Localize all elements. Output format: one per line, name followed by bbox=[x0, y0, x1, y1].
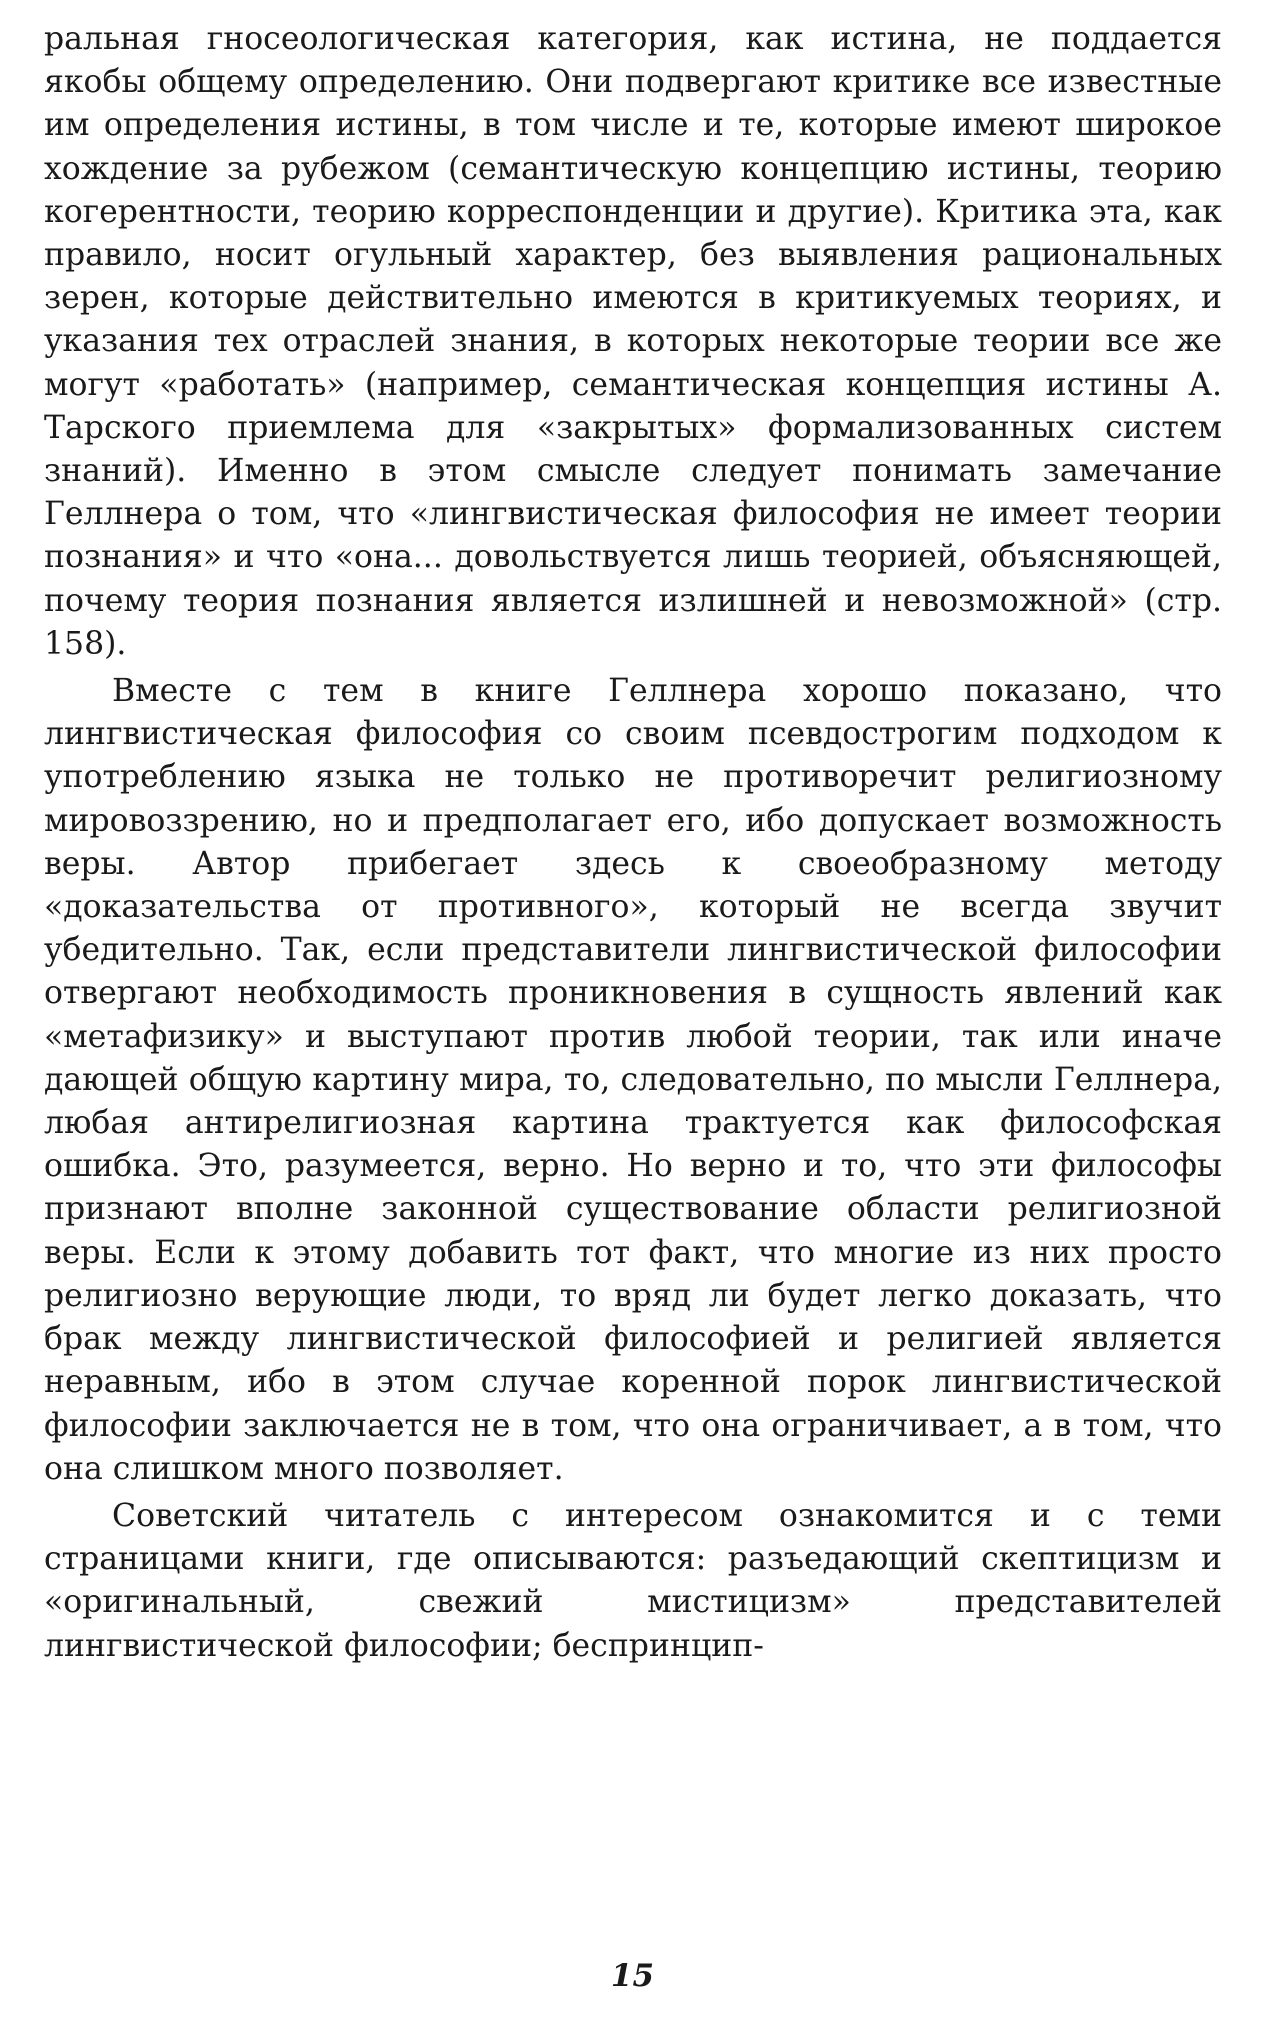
paragraph-continuation: ральная гносеологическая категория, как истина, не поддается якобы общему определению. Они подвергают критике все известные им определения истины, в том числе и те, которые имеют широкое хождение за рубежом (семантическую концепцию истины, теорию когерентности, теорию корреспонденции и другие). Критика эта, как правило, носит огульный характер, без выявления рациональных зерен, которые действительно имеются в критикуемых теориях, и указания тех отраслей знания, в которых некоторые теории все же могут «работать» (например, семантическая концепция истины А. Тарского приемлема для «закрытых» формализованных систем знаний). Именно в этом смысле следует понимать замечание Геллнера о том, что «лингвистическая философия не имеет теории познания» и что «она... довольствуется лишь теорией, объясняющей, почему теория познания является излишней и невозможной» (стр. 158). bbox=[44, 21, 1222, 662]
paragraph-soviet-reader: Советский читатель с интересом ознакомится и с теми страницами книги, где описываются: разъедающий скептицизм и «оригинальный, свежий мистицизм» представителей лингвистической философии; беспринцип- bbox=[44, 1497, 1222, 1664]
book-page bbox=[44, 18, 1222, 2018]
paragraph-gellner-religion: Вместе с тем в книге Геллнера хорошо показано, что лингвистическая философия со своим псевдострогим подходом к употреблению языка не только не противоречит религиозному мировоззрению, но и предполагает его, ибо допускает возможность веры. Автор прибегает здесь к своеобразному методу «доказательства от противного», который не всегда звучит убедительно. Так, если представители лингвистической философии отвергают необходимость проникновения в сущность явлений как «метафизику» и выступают против любой теории, так или иначе дающей общую картину мира, то, следовательно, по мысли Геллнера, любая антирелигиозная картина трактуется как философская ошибка. Это, разумеется, верно. Но верно и то, что эти философы признают вполне законной существование области религиозной веры. Если к этому добавить тот факт, что многие из них просто религиозно верующие люди, то вряд ли будет легко доказать, что брак между лингвистической философией и религией является неравным, ибо в этом случае коренной порок лингвистической философии заключается не в том, что она ограничивает, а в том, что она слишком много позволяет. bbox=[44, 673, 1222, 1487]
page-number: 15 bbox=[610, 1958, 655, 1994]
